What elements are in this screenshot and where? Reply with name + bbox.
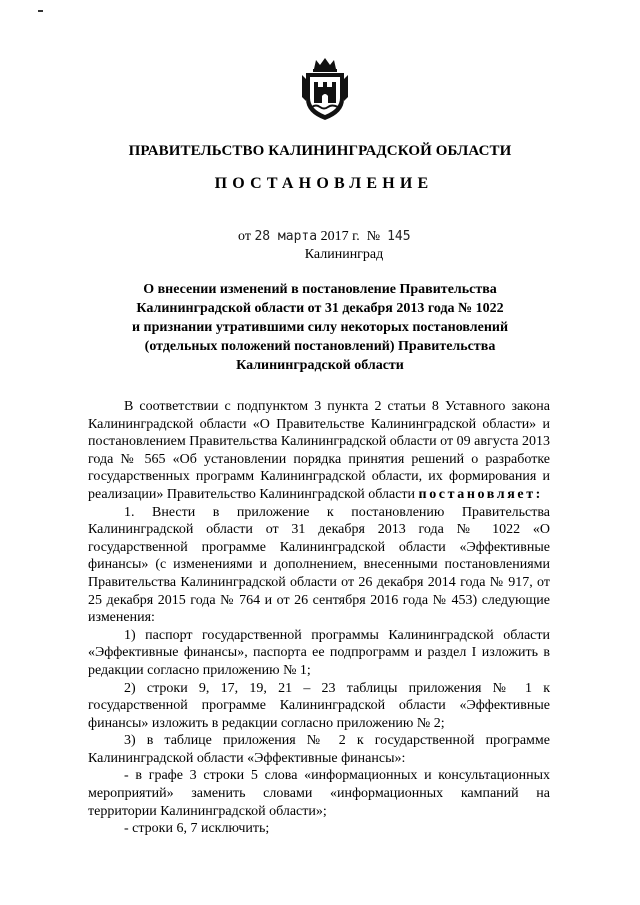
preamble-paragraph [88,398,550,504]
body-paragraph: 1. Внести в приложение к постановлению Правительства Калининградской области от 31 декабря 2013 года № 1022 «О государственной программе Калининградской области «Эффективные финансы» (с изменениями и дополнением, внесенными постановлениями Правительства Калининградской области от 26 декабря 2014 года № 917, от 25 декабря 2015 года № 764 и от 26 сентября 2016 года № 453) следующие изменения: [88,504,550,626]
handwritten-date: 28 марта [254,229,318,244]
coat-of-arms-emblem [300,57,350,123]
date-number-line [238,229,411,245]
subject-line: О внесении изменений в постановление Правительства [143,282,497,297]
document-type-title: ПОСТАНОВЛЕНИЕ [214,175,434,192]
subject-line: Калининградской области от 31 декабря 2013 года № 1022 [136,301,504,316]
body-paragraph: 3) в таблице приложения № 2 к государственной программе Калининградской области «Эффективные финансы»: [88,733,550,766]
city-name: Калининград [304,247,384,262]
document-body [88,398,550,838]
handwritten-number: 145 [387,229,411,244]
scan-mark [38,10,43,12]
decree-word: постановляет: [418,486,543,502]
subject-line: (отдельных положений постановлений) Правительства [144,339,496,354]
body-paragraph: 2) строки 9, 17, 19, 21 – 23 таблицы приложения № 1 к государственной программе Калининградской области «Эффективные финансы» изложить в редакции согласно приложению № 2; [88,680,550,731]
number-sign: № [366,229,381,244]
document-subject [100,280,540,375]
date-year: 2017 г. [320,229,360,244]
body-paragraph: - в графе 3 строки 5 слова «информационных и консультационных мероприятий» заменить словами «информационных кампаний на территории Калининградской области»; [88,768,550,819]
body-paragraph: 1) паспорт государственной программы Калининградской области «Эффективные финансы», паспорта ее подпрограмм и раздел I изложить в редакции согласно приложению № 1; [88,627,550,678]
date-prefix: от [238,229,251,244]
preamble-text: В соответствии с подпунктом 3 пункта 2 статьи 8 Уставного закона Калининградской области «О Правительстве Калининградской области» и постановлением Правительства Калининградской области от 09 августа 2013 года № 565 «Об установлении порядка принятия решений о разработке государственных программ Калининградской области, их формирования и реализации» Правительство Калининградской области [88,399,550,502]
subject-line: Калининградской области [236,358,404,373]
subject-line: и признании утратившими силу некоторых постановлений [131,320,509,335]
organization-title: ПРАВИТЕЛЬСТВО КАЛИНИНГРАДСКОЙ ОБЛАСТИ [128,143,512,159]
body-paragraph: - строки 6, 7 исключить; [124,821,270,837]
